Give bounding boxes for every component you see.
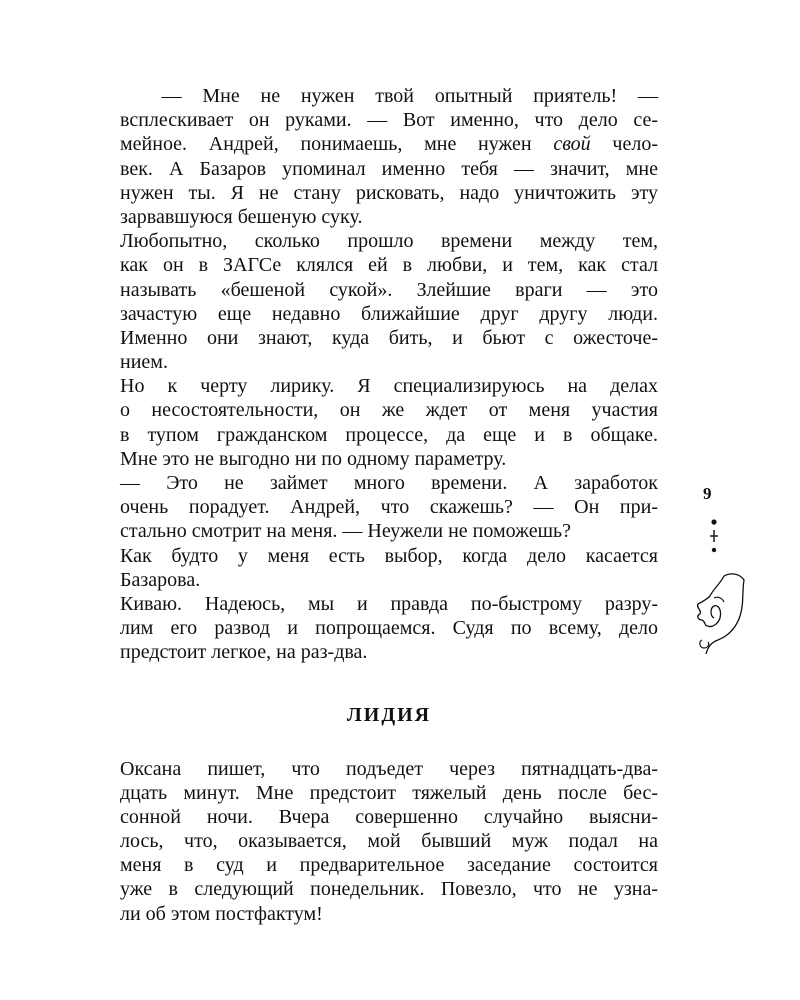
text-line: Мне это не выгодно ни по одному параметру. <box>120 447 507 470</box>
dots-ornament-icon <box>707 516 721 556</box>
text-line: — Это не займет много времени. А заработок <box>120 472 658 494</box>
text-line: Но к черту лирику. Я специализируюсь на делах <box>120 375 658 398</box>
text-line: зарвавшуюся бешеную суку. <box>120 205 363 228</box>
text-line: очень порадует. Андрей, что скажешь? — Он при- <box>120 496 658 519</box>
text-line: зачастую еще недавно ближайшие друг другу люди. <box>120 302 658 325</box>
chapter-heading: ЛИДИЯ <box>346 703 432 726</box>
text-line: уже в следующий понедельник. Повезло, что не узна- <box>120 878 658 901</box>
text-line: дцать минут. Мне предстоит тяжелый день после бес- <box>120 781 658 804</box>
text-line: предстоит легкое, на раз-два. <box>120 641 368 664</box>
text-line: называть «бешеной сукой». Злейшие враги — это <box>120 278 658 301</box>
text-line: Как будто у меня есть выбор, когда дело касается <box>120 544 658 567</box>
text-line: о несостоятельности, он же ждет от меня участия <box>120 399 658 422</box>
text-line: мейное. Андрей, понимаешь, мне нужен свой чело- <box>120 133 659 156</box>
text-line: век. А Базаров упоминал именно тебя — значит, мне <box>120 157 658 180</box>
text-line: ли об этом постфактум! <box>120 902 323 925</box>
woman-profile-logo-icon <box>684 570 750 660</box>
text-line: — Мне не нужен твой опытный приятель! — <box>161 85 658 107</box>
text-line: нием. <box>120 351 168 374</box>
text-line: сонной ночи. Вчера совершенно случайно выясни- <box>120 805 658 828</box>
text-line: всплескивает он руками. — Вот именно, что дело се- <box>120 109 658 132</box>
text-line: лим его развод и попрощаемся. Судя по всему, дело <box>120 617 658 640</box>
text-line: Именно они знают, куда бить, и бьют с ожесточе- <box>120 326 658 349</box>
page-number: 9 <box>703 484 712 503</box>
book-page-text <box>120 84 658 926</box>
text-line: меня в суд и предварительное заседание состоится <box>120 854 658 877</box>
text-line: Базарова. <box>120 568 201 591</box>
text-line: нужен ты. Я не стану рисковать, надо уничтожить эту <box>120 181 658 204</box>
text-line: лось, что, оказывается, мой бывший муж подал на <box>120 830 658 853</box>
text-line: Киваю. Надеюсь, мы и правда по-быстрому разру- <box>120 592 658 615</box>
text-line: в тупом гражданском процессе, да еще и в общаке. <box>120 423 658 446</box>
text-line: Любопытно, сколько прошло времени между тем, <box>120 230 658 253</box>
emphasized-word: свой <box>553 133 591 156</box>
text-line: как он в ЗАГСе клялся ей в любви, и тем, как стал <box>120 254 658 277</box>
text-line: Оксана пишет, что подъедет через пятнадцать-два- <box>120 757 658 780</box>
text-line: стально смотрит на меня. — Неужели не поможешь? <box>120 520 571 543</box>
